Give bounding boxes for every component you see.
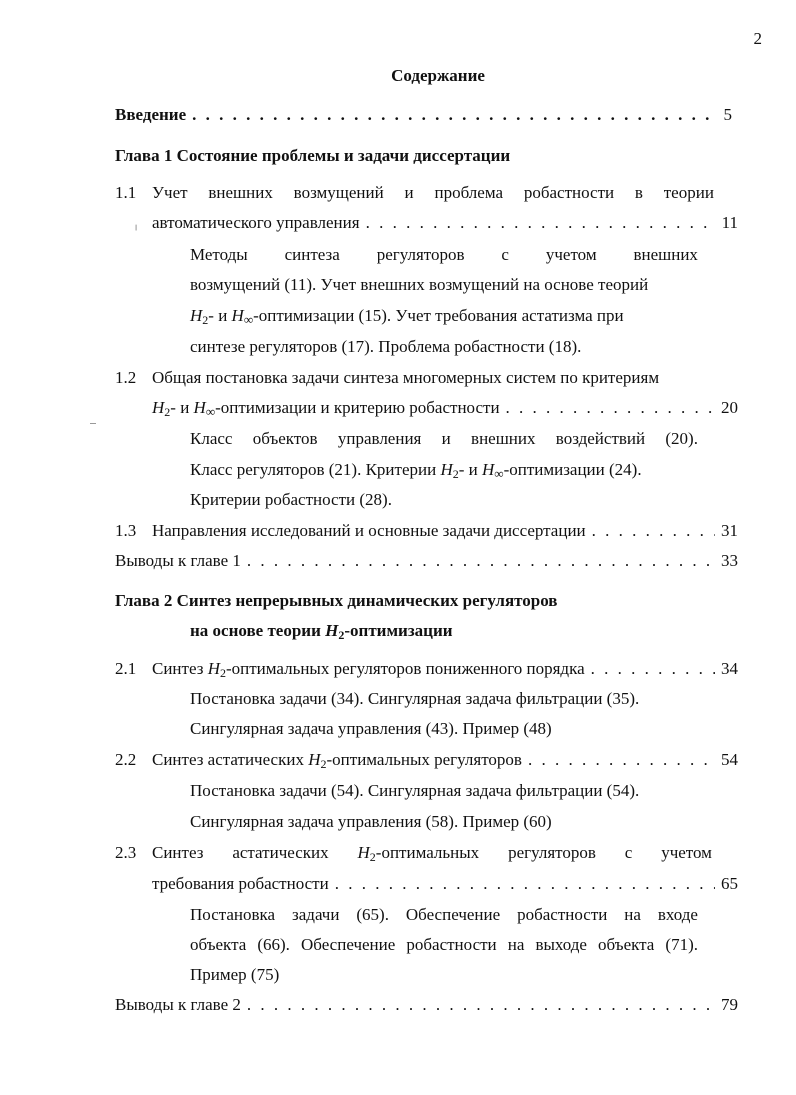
leader-dots [528,749,715,771]
math-h: H [325,621,339,640]
s12-desc-line3: Критерии робастности (28). [190,490,392,509]
s23-page: 65 [721,874,738,893]
s23-desc-line3: Пример (75) [190,965,280,984]
toc-intro[interactable] [115,104,732,126]
word: объекта [598,935,655,954]
chapter2-heading-line1: Глава 2 Синтез непрерывных динамических регуляторов [115,591,558,610]
math-sub: ∞ [243,312,254,327]
s12-label [152,397,500,423]
leader-dots [592,520,715,542]
word: объекта [190,935,247,954]
word: (65). [356,905,389,924]
math-sub: 2 [369,850,376,864]
text: на основе теории [190,621,326,640]
leader-dots [506,397,715,419]
word: (20). [665,429,698,448]
math-sub: 2 [202,313,209,327]
word: проблема [434,183,504,202]
text: - и [170,398,194,417]
word [358,842,480,868]
conclusions-ch1-label: Выводы к главе 1 [115,551,241,570]
word: выходе [535,935,587,954]
math-h: H [152,398,165,417]
toc-s21[interactable] [152,658,738,684]
s13-page: 31 [721,521,738,540]
s12-desc-line2 [190,459,642,485]
word: регуляторов [508,843,596,862]
s12-title-line2[interactable] [152,397,738,423]
s11-page: 11 [721,213,738,232]
word: Обеспечение [405,905,501,924]
s11-desc-line4: синтезе регуляторов (17). Проблема робастности (18). [190,337,582,356]
s12-number: 1.2 [115,368,137,387]
word: входе [657,905,698,924]
word: учетом [545,245,597,264]
math-h: H [308,750,321,769]
conclusions-ch2-page: 79 [721,995,738,1014]
text: Синтез [152,659,208,678]
word: объектов [252,429,318,448]
s23-label: требования робастности [152,874,329,893]
word: внешних [208,183,273,202]
word: на [507,935,525,954]
s22-label [152,749,522,775]
s12-page: 20 [721,398,738,417]
toc-conclusions-ch2[interactable] [115,994,738,1016]
toc-intro-label: Введение [115,105,187,124]
math-h: H [190,306,203,325]
word: воздействий [555,429,646,448]
s13-number: 1.3 [115,521,137,540]
leader-dots [591,658,715,680]
leader-dots [192,104,717,126]
word: в [634,183,643,202]
text: -оптимальных [375,843,480,862]
toc-intro-page: 5 [723,105,732,124]
conclusions-ch2-label: Выводы к главе 2 [115,995,241,1014]
scan-artifact [90,423,96,424]
s22-number: 2.2 [115,750,137,769]
s11-title-line1[interactable] [152,182,714,204]
word: Обеспечение [301,935,396,954]
math-sub: 2 [320,757,327,771]
s22-page: 54 [721,750,738,769]
chapter2-heading-line2 [190,620,453,646]
s21-page: 34 [721,659,738,678]
s12-desc-line1 [190,428,698,450]
scan-artifact: ╷ [133,220,140,231]
toc-s22[interactable] [152,749,738,775]
word: теории [663,183,714,202]
s11-desc-line3 [190,305,624,331]
word: Постановка [190,905,276,924]
word: учетом [661,843,712,862]
word: управления [337,429,422,448]
word: астатических [232,843,329,862]
word: Учет [152,183,188,202]
s21-number: 2.1 [115,659,137,678]
word: внешних [471,429,536,448]
word: с [501,245,509,264]
word: и [404,183,414,202]
math-h: H [357,843,370,862]
text: -оптимизации и критерию робастности [215,398,500,417]
page-title: Содержание [391,66,485,85]
s11-number: 1.1 [115,183,137,202]
math-sub: ∞ [494,466,504,481]
math-h: H [193,398,206,417]
math-sub: 2 [338,628,345,642]
s23-number: 2.3 [115,843,137,862]
word: внешних [633,245,698,264]
s21-desc-line2: Сингулярная задача управления (43). Пример (48) [190,719,552,738]
leader-dots [247,550,715,572]
word: робастности [517,905,608,924]
math-sub: 2 [219,666,226,680]
math-sub: 2 [452,467,459,481]
word: Синтез [152,843,204,862]
math-h: H [207,659,220,678]
s21-desc-line1: Постановка задачи (34). Сингулярная задача фильтрации (35). [190,689,640,708]
s23-desc-line2 [190,934,698,956]
math-h: H [440,460,453,479]
word: на [624,905,641,924]
word: синтеза [284,245,340,264]
s22-desc-line1: Постановка задачи (54). Сингулярная задача фильтрации (54). [190,781,640,800]
word: задачи [292,905,340,924]
text: -оптимальных регуляторов [326,750,522,769]
page-number: 2 [753,29,762,48]
word: с [624,843,633,862]
word: регуляторов [376,245,465,264]
word: (71). [665,935,698,954]
text: -оптимизации (15). Учет требования астатизма при [253,306,624,325]
word: Методы [190,245,248,264]
toc-conclusions-ch1[interactable] [115,550,738,572]
s23-title-line2[interactable] [152,873,738,895]
math-h: H [231,306,244,325]
s21-label [152,658,585,684]
s11-title-line2[interactable] [152,212,738,234]
math-sub: ∞ [205,404,216,419]
word: возмущений [293,183,384,202]
s11-desc-line2: возмущений (11). Учет внешних возмущений на основе теорий [190,275,649,294]
word: Класс [190,429,233,448]
math-sub: 2 [164,405,171,419]
s11-desc-line1 [190,244,698,266]
word: робастности [523,183,615,202]
s23-desc-line1 [190,904,698,926]
leader-dots [366,212,716,234]
text: Синтез астатических [152,750,309,769]
text: - и [458,460,482,479]
word: робастности [406,935,497,954]
s13-label: Направления исследований и основные задачи диссертации [152,521,586,540]
word: и [441,429,451,448]
text: -оптимизации [344,621,453,640]
text: Класс регуляторов (21). Критерии [190,460,441,479]
s12-title-line1[interactable]: Общая постановка задачи синтеза многомерных систем по критериям [152,368,660,387]
text: -оптимальных регуляторов пониженного порядка [225,659,585,678]
word: (66). [257,935,290,954]
leader-dots [247,994,715,1016]
text: -оптимизации (24). [503,460,642,479]
math-h: H [482,460,495,479]
toc-s13[interactable] [152,520,738,542]
conclusions-ch1-page: 33 [721,551,738,570]
chapter1-heading: Глава 1 Состояние проблемы и задачи диссертации [115,146,511,165]
leader-dots [335,873,715,895]
s11-label: автоматического управления [152,213,360,232]
s23-title-line1[interactable] [152,842,712,868]
text: - и [208,306,232,325]
s22-desc-line2: Сингулярная задача управления (58). Пример (60) [190,812,552,831]
